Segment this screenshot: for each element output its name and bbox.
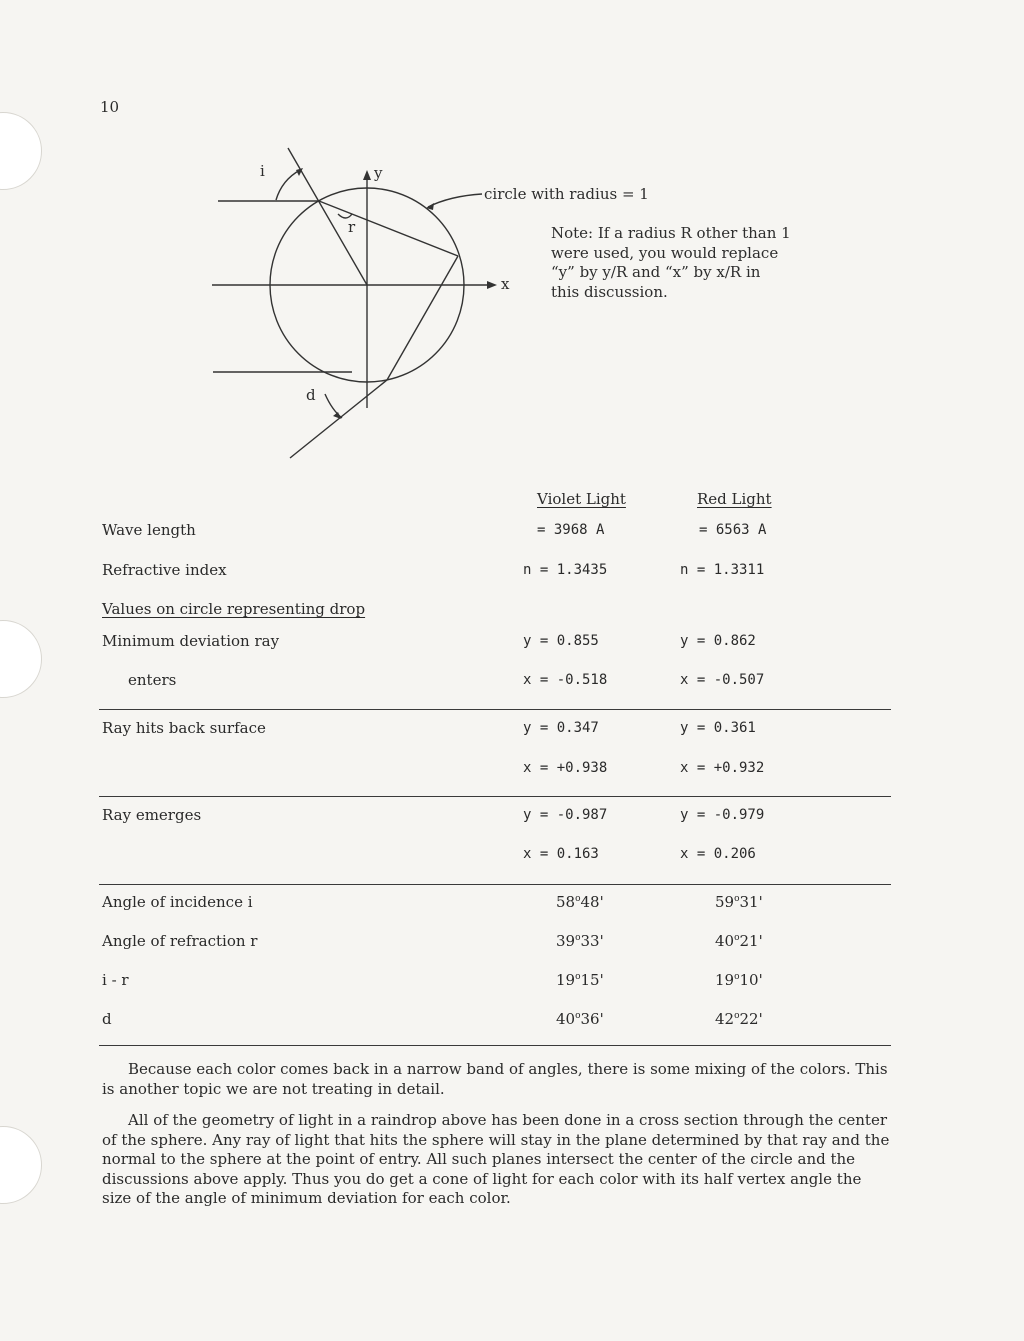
paragraph-mixing: Because each color comes back in a narrow band of angles, there is some mixing of the colors. This is another topic we are not treating in detail.: [102, 1060, 888, 1098]
incidence-violet: 58$^o$48': [556, 893, 604, 911]
refractive-violet: n = 1.3435: [523, 562, 608, 578]
header-violet: Violet Light: [537, 490, 626, 508]
row-label-back: Ray hits back surface: [102, 719, 266, 737]
angle-d-arc: [325, 394, 342, 418]
refraction-red: 40$^o$21': [715, 932, 763, 950]
incidence-red: 59$^o$31': [715, 893, 763, 911]
table-rule: [99, 709, 891, 710]
row-label-refractive: Refractive index: [102, 561, 227, 579]
row-label-min-dev: Minimum deviation ray: [102, 632, 280, 650]
values-heading: Values on circle representing drop: [102, 600, 366, 618]
emerges-violet-y: y = -0.987: [523, 807, 608, 823]
label-i: i: [260, 162, 265, 180]
refractive-red: n = 1.3311: [680, 562, 765, 578]
back-red-y: y = 0.361: [680, 720, 756, 736]
row-label-wavelength: Wave length: [102, 521, 196, 539]
wavelength-violet: = 3968 A: [537, 522, 605, 538]
diagram-note: Note: If a radius R other than 1 were used, you would replace “y” by y/R and “x” by x/R in this discussion.: [551, 224, 791, 301]
circle-label-leader: [428, 194, 482, 207]
emerges-violet-x: x = 0.163: [523, 846, 599, 862]
row-label-emerges: Ray emerges: [102, 806, 202, 824]
d-violet: 40$^o$36': [556, 1010, 604, 1028]
table-rule: [99, 796, 891, 797]
row-label-d: d: [102, 1010, 112, 1028]
wavelength-red: = 6563 A: [699, 522, 767, 538]
row-label-enters: enters: [128, 671, 177, 689]
refracted-ray: [319, 201, 458, 256]
back-red-x: x = +0.932: [680, 760, 765, 776]
min-dev-violet-y: y = 0.855: [523, 633, 599, 649]
min-dev-violet-x: x = -0.518: [523, 672, 608, 688]
label-r: r: [348, 218, 356, 236]
row-label-refraction: Angle of refraction r: [102, 932, 258, 950]
min-dev-red-y: y = 0.862: [680, 633, 756, 649]
i-minus-r-violet: 19$^o$15': [556, 971, 604, 989]
paragraph-geometry: All of the geometry of light in a raindrop above has been done in a cross section through the center of the sphere. Any ray of light that hits the sphere will stay in the plane determined by that ray and the normal to the sphere at the point of entry. All such planes intersect the center of the circle and the discussions above apply. Thus you do get a cone of light for each color with its half vertex angle the size of the angle of minimum deviation for each color.: [102, 1111, 890, 1207]
binder-hole-middle: [0, 620, 42, 698]
label-y: y: [374, 164, 383, 182]
i-minus-r-red: 19$^o$10': [715, 971, 763, 989]
angle-i-arc: [276, 170, 300, 200]
reflected-ray: [387, 256, 458, 380]
refraction-violet: 39$^o$33': [556, 932, 604, 950]
row-label-i-minus-r: i - r: [102, 971, 129, 989]
min-dev-red-x: x = -0.507: [680, 672, 765, 688]
d-red: 42$^o$22': [715, 1010, 763, 1028]
header-red: Red Light: [697, 490, 772, 508]
binder-hole-bottom: [0, 1126, 42, 1204]
row-label-incidence: Angle of incidence i: [102, 893, 253, 911]
back-violet-y: y = 0.347: [523, 720, 599, 736]
emerging-ray: [290, 380, 387, 458]
table-rule: [99, 884, 891, 885]
page-number: 10: [100, 98, 120, 116]
back-violet-x: x = +0.938: [523, 760, 608, 776]
raindrop-diagram: [0, 0, 1024, 480]
emerges-red-x: x = 0.206: [680, 846, 756, 862]
label-circle: circle with radius = 1: [484, 185, 649, 203]
emerges-red-y: y = -0.979: [680, 807, 765, 823]
table-rule: [99, 1045, 891, 1046]
label-d: d: [306, 386, 316, 404]
label-x: x: [501, 275, 510, 293]
normal-line: [288, 148, 367, 285]
